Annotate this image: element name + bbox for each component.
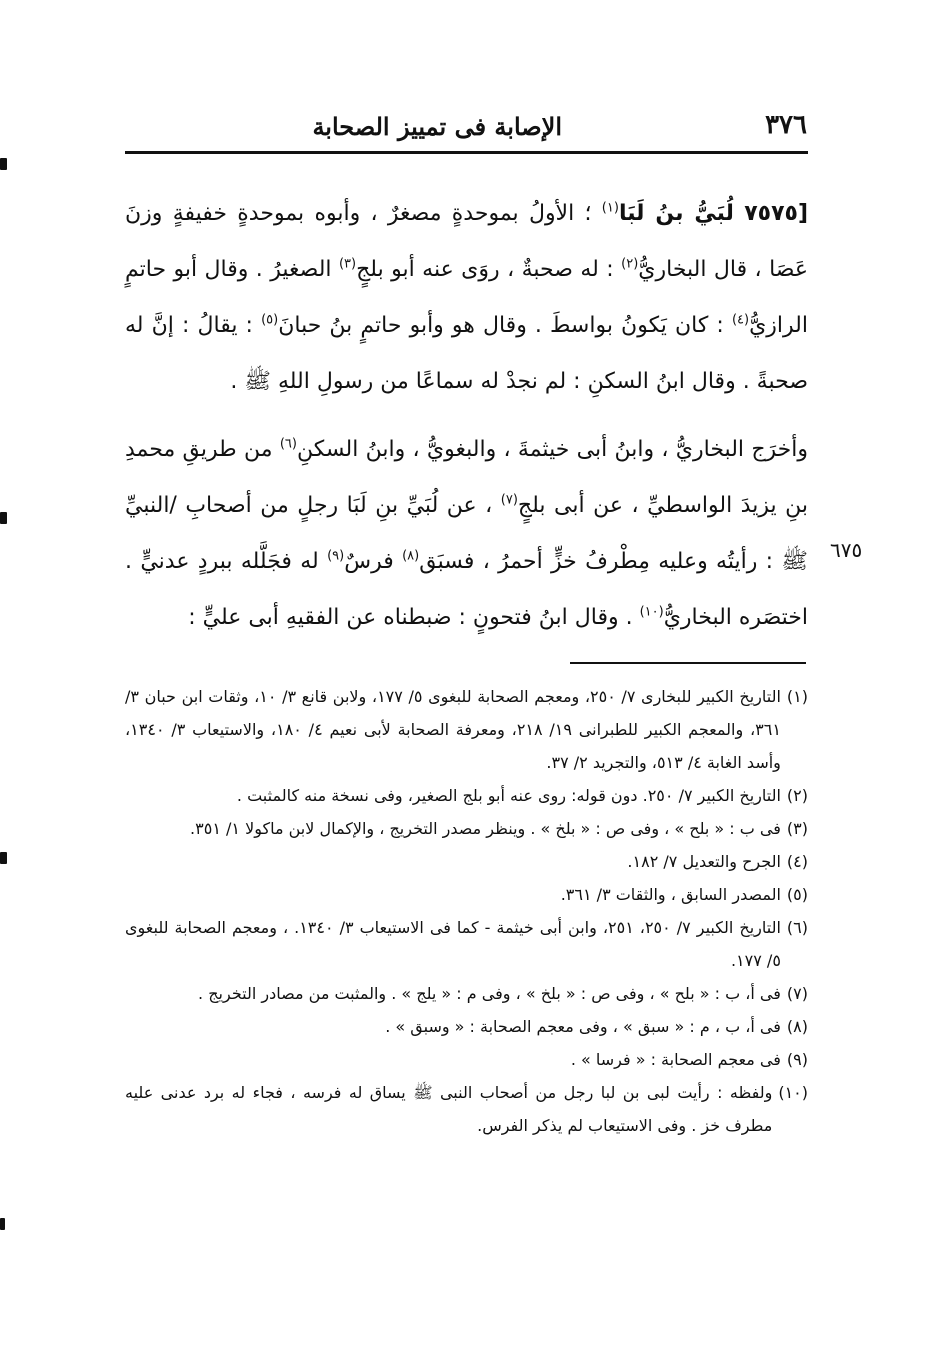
entry-name: لُبَيُّ بنُ لَبَا — [618, 201, 734, 226]
footnote-mark: (٦) — [786, 918, 808, 937]
scan-mark — [0, 1218, 5, 1230]
footnote — [125, 1076, 808, 1142]
entry-text: : له صحبةٌ ، روَى عنه أبو بلجٍ — [356, 257, 622, 282]
footnote-text: التاريخ الكبير ٧/ ٢٥٠. دون قوله: روى عنه أبو بلج الصغير، وفى نسخة منه كالمثبت . — [236, 786, 781, 805]
entry-text: فرسٌ — [344, 549, 403, 574]
footnote-mark: (١٠) — [778, 1083, 808, 1102]
entry-paragraph-1 — [125, 186, 808, 410]
footnote-ref: (٩) — [327, 548, 345, 564]
scan-mark — [0, 158, 7, 170]
footnote — [125, 1043, 808, 1076]
footnote-text: التاريخ الكبير ٧/ ٢٥٠، ٢٥١، وابن أبى خيثمة - كما فى الاستيعاب ٣/ ١٣٤٠. ، ومعجم الصحابة للبغوى ٥/ ١٧٧. — [125, 918, 781, 970]
footnote-mark: (١) — [786, 687, 808, 706]
entry-text: الصغيرُ . وقال أبو حاتمٍ الرازيُّ — [125, 257, 808, 338]
footnote-text: فى ب : « بلح » ، وفى ص : « بلخ » . وينظر مصدر التخريج ، والإكمال لابن ماكولا ١/ ٣٥١. — [190, 819, 781, 838]
footnote — [125, 911, 808, 977]
footnote-text: المصدر السابق ، والثقات ٣/ ٣٦١. — [560, 885, 781, 904]
footnote-text: ولفظه : رأيت لبى بن لبا رجل من أصحاب النبى ﷺ يساق له فرسه ، فجاء له برد عدنى عليه مطرف خز . وفى الاستيعاب لم يذكر الفرس. — [125, 1083, 773, 1135]
footnote — [125, 845, 808, 878]
footnote-text: فى أ، ب : « بلح » ، وفى ص : « بلخ » ، وفى م : « يلج » . والمثبت من مصادر التخريج . — [198, 984, 781, 1003]
scan-mark — [0, 512, 7, 524]
footnote-ref: (٥) — [261, 312, 279, 328]
footnote-ref: (٢) — [621, 256, 639, 272]
footnote-text: فى أ، ب ، م : « سبق » ، وفى معجم الصحابة : « وسبق » . — [385, 1017, 781, 1036]
scan-mark — [0, 852, 7, 864]
entry-text: له فجَلَّله ببردٍ عدنيٍّ . اختصَره البخاريُّ — [125, 549, 808, 630]
header-rule — [125, 151, 808, 154]
footnote-ref: (٣) — [338, 256, 357, 272]
footnote-ref: (٧) — [500, 492, 518, 508]
footnote-mark: (٩) — [786, 1050, 808, 1069]
entry-text: وأخرَج البخاريُّ ، وابنُ أبى خيثمةَ ، والبغويُّ ، وابنُ السكنِ — [296, 437, 808, 462]
page-number: ٣٧٦ — [765, 110, 807, 140]
entry-text: ؛ الأولُ بموحدةٍ مصغرٌ ، وأبوه بموحدةٍ خفيفةٍ وزنَ عَصَا ، قال البخاريُّ — [125, 201, 808, 282]
entry-paragraph-2 — [125, 422, 808, 646]
footnote-ref: (٤) — [731, 312, 750, 328]
entry-number: [٧٥٧٥ — [744, 201, 808, 226]
footnote — [125, 680, 808, 779]
footnote-mark: (٢) — [786, 786, 808, 805]
footnote-mark: (٤) — [786, 852, 808, 871]
footnote — [125, 812, 808, 845]
footnote-ref: (٨) — [402, 548, 420, 564]
footnote-ref: (١) — [601, 200, 619, 216]
footnote — [125, 878, 808, 911]
footnote-ref: (٦) — [279, 436, 297, 452]
page-header — [125, 106, 807, 146]
footnote-text: فى معجم الصحابة : « فرسا » . — [570, 1050, 781, 1069]
footnote-mark: (٣) — [786, 819, 808, 838]
footnotes — [125, 680, 808, 1142]
entry-text: : يقالُ : إنَّ له صحبةً . وقال ابنُ السكنِ : لم نجدْ له سماعًا من رسولِ اللهِ ﷺ . — [125, 313, 808, 394]
running-title: الإصابة فى تمييز الصحابة — [312, 112, 562, 141]
footnote-rule — [570, 662, 806, 664]
footnote — [125, 977, 808, 1010]
entry-text: . وقال ابنُ فتحونٍ : ضبطناه عن الفقيهِ أبى عليٍّ : — [188, 605, 640, 630]
footnote-mark: (٨) — [786, 1017, 808, 1036]
entry-text: : كان يَكونُ بواسطَ . وقال هو وأبو حاتمٍ بنُ حبانَ — [278, 313, 732, 338]
footnote-text: الجرح والتعديل ٧/ ١٨٢. — [627, 852, 781, 871]
footnote-mark: (٧) — [786, 984, 808, 1003]
footnote-ref: (١٠) — [639, 604, 664, 620]
entry-text: من طريقِ محمدِ بنِ يزيدَ الواسطيِّ ، عن أبى بلجٍ — [125, 437, 808, 518]
footnote — [125, 1010, 808, 1043]
entry-body — [125, 186, 808, 646]
footnote-text: التاريخ الكبير للبخارى ٧/ ٢٥٠، ومعجم الصحابة للبغوى ٥/ ١٧٧، ولابن قانع ٣/ ١٠، وثقات ابن حبان ٣/ ٣٦١، والمعجم الكبير للطبرانى ١٩/ ٢١٨، ومعرفة الصحابة لأبى نعيم ٤/ ١٨٠، والاستيعاب ٣/ ١٣٤٠، وأسد الغابة ٤/ ٥١٣، والتجريد ٢/ ٣٧. — [125, 687, 781, 772]
footnote-mark: (٥) — [786, 885, 808, 904]
footnote — [125, 779, 808, 812]
entry-text: ، عن لُبَيِّ بنِ لَبَا رجلٍ من أصحابِ /النبيِّ ﷺ : رأيتُه وعليه مِطْرفُ خزٍّ أحمرُ ، فسبَق — [125, 493, 808, 574]
margin-page-note: ٦٧٥ — [830, 538, 863, 562]
